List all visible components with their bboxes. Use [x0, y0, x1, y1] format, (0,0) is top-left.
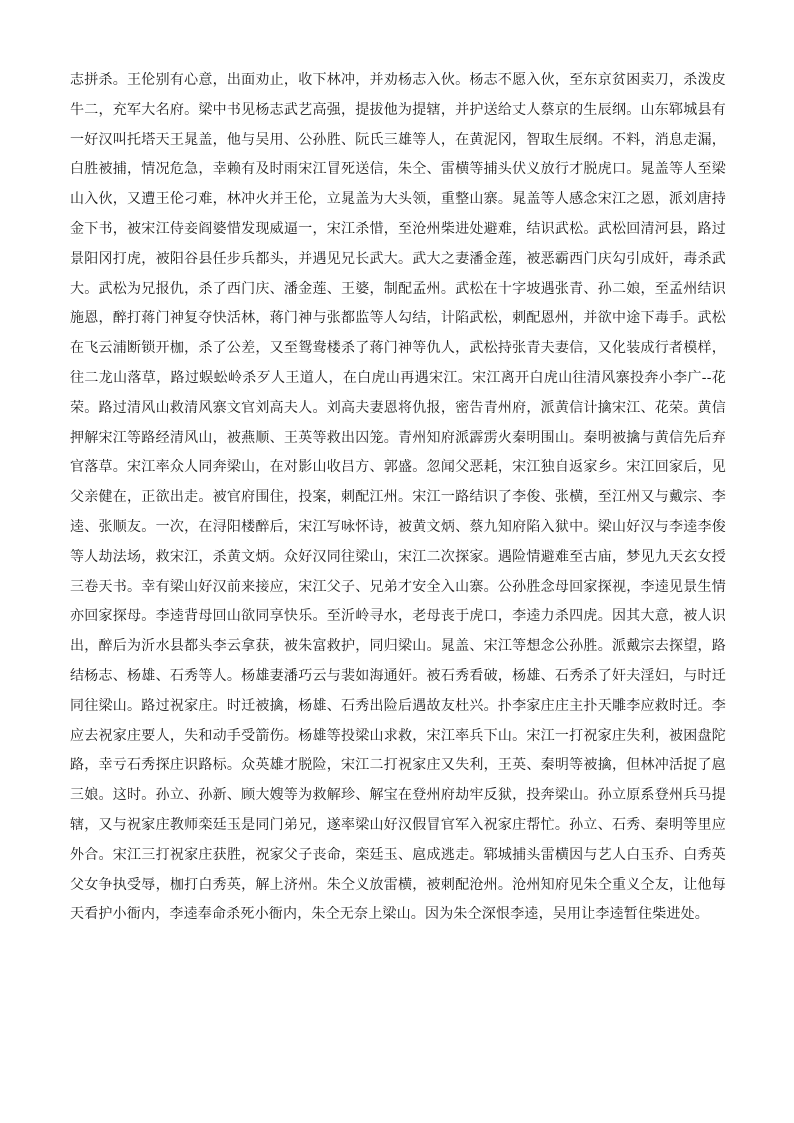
document-page [70, 66, 726, 930]
body-paragraph: 志拼杀。王伦别有心意，出面劝止，收下林冲，并劝杨志入伙。杨志不愿入伙，至东京贫困卖刀，杀泼皮牛二，充军大名府。梁中书见杨志武艺高强，提拔他为提辖，并护送给丈人蔡京的生辰纲。山东郓城县有一好汉叫托塔天王晁盖，他与吴用、公孙胜、阮氏三雄等人，在黄泥冈，智取生辰纲。不料，消息走漏，白胜被捕，情况危急，幸赖有及时雨宋江冒死送信，朱仝、雷横等捕头伏义放行才脱虎口。晁盖等人至梁山入伙，又遭王伦刁难，林冲火并王伦，立晁盖为大头领，重整山寨。晁盖等人感念宋江之恩，派刘唐持金下书，被宋江侍妾阎婆惜发现威逼一，宋江杀惜，至沧州柴进处避难，结识武松。武松回清河县，路过景阳冈打虎，被阳谷县任步兵都头，并遇见兄长武大。武大之妻潘金莲，被恶霸西门庆勾引成奸，毒杀武大。武松为兄报仇，杀了西门庆、潘金莲、王婆，制配孟州。武松在十字坡遇张青、孙二娘，至孟州结识施恩，醉打蒋门神复夺快活林，蒋门神与张都监等人勾结，计陷武松，刺配恩州，并欲中途下毒手。武松在飞云浦断锁开枷，杀了公差，又至鸳鸯楼杀了蒋门神等仇人，武松持张青夫妻信，又化装成行者模样，往二龙山落草，路过蜈蚣岭杀歹人王道人，在白虎山再遇宋江。宋江离开白虎山往清风寨投奔小李广--花荣。路过清风山救清风寨文官刘高夫人。刘高夫妻恩将仇报，密告青州府，派黄信计擒宋江、花荣。黄信押解宋江等路经清风山，被燕顺、王英等救出囚笼。青州知府派霹雳火秦明围山。秦明被擒与黄信先后弃官落草。宋江率众人同奔梁山，在对影山收吕方、郭盛。忽闻父恶耗，宋江独自返家乡。宋江回家后，见父亲健在，正欲出走。被官府围住，投案，刺配江州。宋江一路结识了李俊、张横，至江州又与戴宗、李逵、张顺友。一次，在浔阳楼醉后，宋江写咏怀诗，被黄文炳、蔡九知府陷入狱中。梁山好汉与李逵李俊等人劫法场，救宋江，杀黄文炳。众好汉同往梁山，宋江二次探家。遇险情避难至古庙，梦见九天玄女授三卷天书。幸有梁山好汉前来接应，宋江父子、兄弟才安全入山寨。公孙胜念母回家探视，李逵见景生情亦回家探母。李逵背母回山欲同享快乐。至沂岭寻水，老母丧于虎口，李逵力杀四虎。因其大意，被人识出，醉后为沂水县都头李云拿获，被朱富救护，同归梁山。晁盖、宋江等想念公孙胜。派戴宗去探望，路结杨志、杨雄、石秀等人。杨雄妻潘巧云与裴如海通奸。被石秀看破，杨雄、石秀杀了奸夫淫妇，与时迁同往梁山。路过祝家庄。时迁被擒，杨雄、石秀出险后遇故友杜兴。扑李家庄庄主扑天雕李应救时迁。李应去祝家庄要人，失和动手受箭伤。杨雄等投梁山求救，宋江率兵下山。宋江一打祝家庄失利，被困盘陀路，幸亏石秀探庄识路标。众英雄才脱险，宋江二打祝家庄又失利，王英、秦明等被擒，但林冲活捉了扈三娘。这时。孙立、孙新、顾大嫂等为救解珍、解宝在登州府劫牢反狱，投奔梁山。孙立原系登州兵马提辖，又与祝家庄教师栾廷玉是同门弟兄，遂率梁山好汉假冒官军入祝家庄帮忙。孙立、石秀、秦明等里应外合。宋江三打祝家庄获胜，祝家父子丧命，栾廷玉、扈成逃走。郓城捕头雷横因与艺人白玉乔、白秀英父女争执受辱，枷打白秀英，解上济州。朱仝义放雷横，被刺配沧州。沧州知府见朱仝重义仝友，让他每天看护小衙内，李逵奉命杀死小衙内，朱仝无奈上梁山。因为朱仝深恨李逵，吴用让李逵暂住柴进处。 [70, 72, 726, 923]
